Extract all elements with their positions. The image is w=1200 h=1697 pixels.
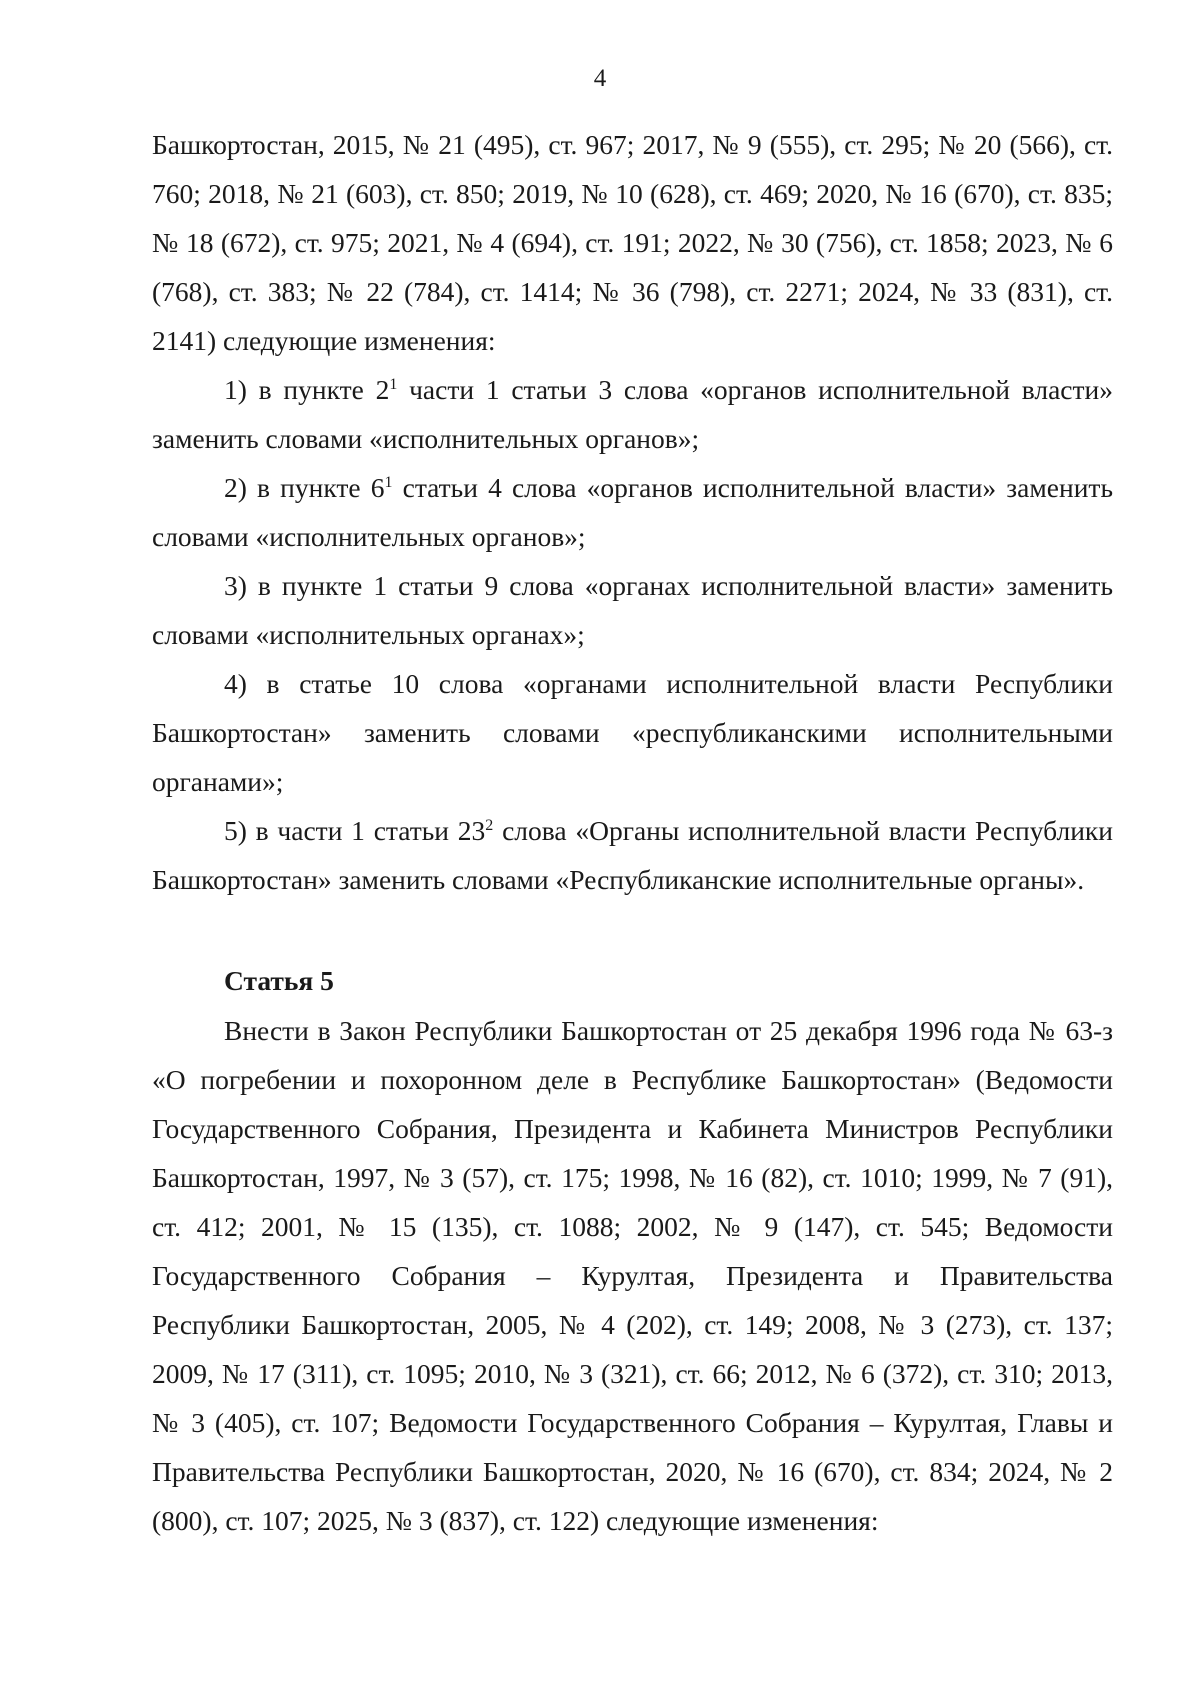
item-superscript: 1 bbox=[384, 473, 393, 491]
amendment-item-5 bbox=[152, 806, 1113, 904]
item-text-pre: 1) в пункте 2 bbox=[224, 374, 390, 405]
page-number: 4 bbox=[593, 65, 607, 92]
article-heading: Статья 5 bbox=[224, 965, 334, 996]
amendment-item-3 bbox=[152, 561, 1113, 659]
item-text-pre: 2) в пункте 6 bbox=[224, 472, 385, 503]
item-text-pre: 3) в пункте 1 статьи 9 слова «органах исполнительной власти» заменить словами «исполнительных органах»; bbox=[152, 570, 1113, 650]
item-text-pre: 4) в статье 10 слова «органами исполнительной власти Республики Башкортостан» заменить словами «республиканскими исполнительными органами»; bbox=[152, 668, 1113, 797]
amendment-item-4 bbox=[152, 659, 1113, 806]
article-body-paragraph: Внести в Закон Республики Башкортостан от 25 декабря 1996 года № 63-з «О погребении и похоронном деле в Республике Башкортостан» (Ведомости Государственного Собрания, Президента и Кабинета Министров Республики Башкортостан, 1997, № 3 (57), ст. 175; 1998, № 16 (82), ст. 1010; 1999, № 7 (91), ст. 412; 2001, № 15 (135), ст. 1088; 2002, № 9 (147), ст. 545; Ведомости Государственного Собрания – Курултая, Президента и Правительства Республики Башкортостан, 2005, № 4 (202), ст. 149; 2008, № 3 (273), ст. 137; 2009, № 17 (311), ст. 1095; 2010, № 3 (321), ст. 66; 2012, № 6 (372), ст. 310; 2013, № 3 (405), ст. 107; Ведомости Государственного Собрания – Курултая, Главы и Правительства Республики Башкортостан, 2020, № 16 (670), ст. 834; 2024, № 2 (800), ст. 107; 2025, № 3 (837), ст. 122) следующие изменения: bbox=[152, 1015, 1113, 1536]
amendment-item-2 bbox=[152, 463, 1113, 561]
amendment-item-1 bbox=[152, 365, 1113, 463]
item-superscript: 2 bbox=[485, 816, 494, 834]
item-text-post: части 1 статьи 3 слова «органов исполнительной власти» заменить словами «исполнительных органов»; bbox=[152, 374, 1113, 454]
item-text-post: слова «Органы исполнительной власти Республики Башкортостан» заменить словами «Республиканские исполнительные органы». bbox=[152, 815, 1113, 895]
article-body bbox=[152, 1006, 1113, 1545]
item-text-post: статьи 4 слова «органов исполнительной власти» заменить словами «исполнительных органов»; bbox=[152, 472, 1113, 552]
continuation-paragraph: Башкортостан, 2015, № 21 (495), ст. 967; 2017, № 9 (555), ст. 295; № 20 (566), ст. 760; 2018, № 21 (603), ст. 850; 2019, № 10 (628), ст. 469; 2020, № 16 (670), ст. 835; № 18 (672), ст. 975; 2021, № 4 (694), ст. 191; 2022, № 30 (756), ст. 1858; 2023, № 6 (768), ст. 383; № 22 (784), ст. 1414; № 36 (798), ст. 2271; 2024, № 33 (831), ст. 2141) следующие изменения: bbox=[152, 129, 1113, 356]
section-amendments bbox=[152, 120, 1113, 904]
article-heading-wrapper bbox=[152, 956, 1113, 1005]
item-text-pre: 5) в части 1 статьи 23 bbox=[224, 815, 486, 846]
item-superscript: 1 bbox=[389, 375, 398, 393]
